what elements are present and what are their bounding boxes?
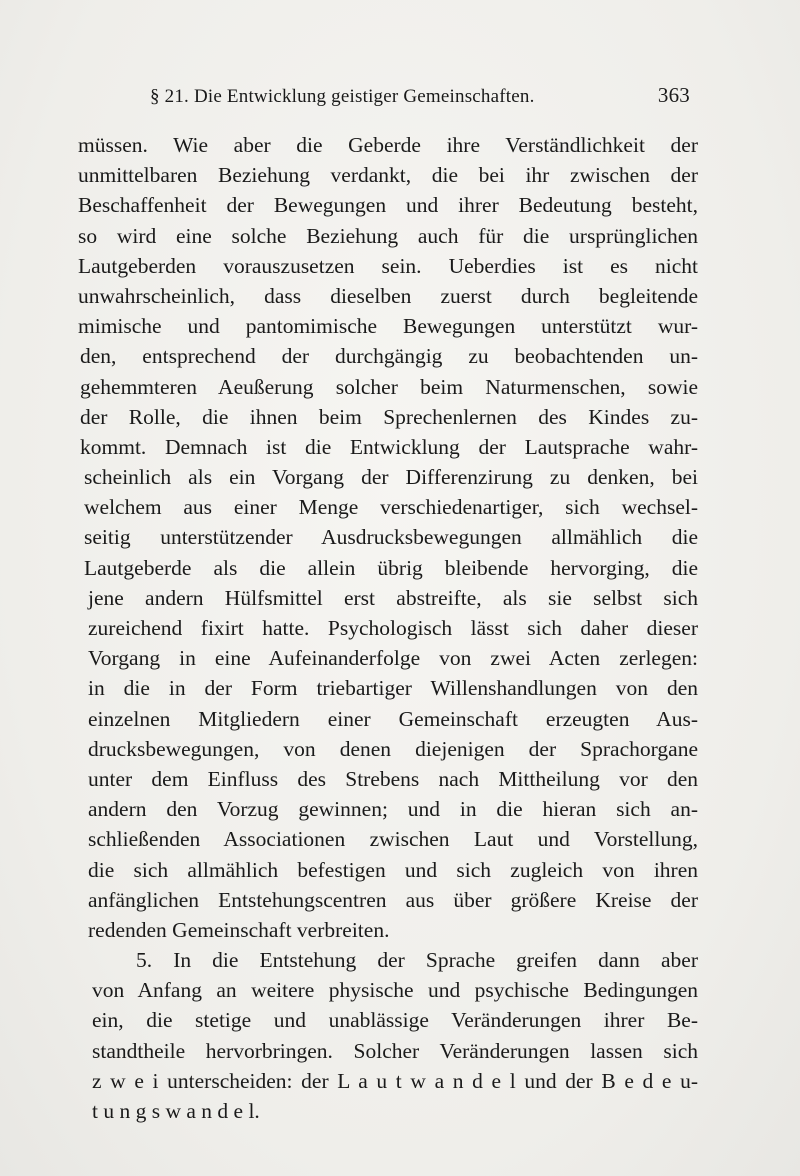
text-line: standtheile hervorbringen. Solcher Veränderungen lassen sich: [92, 1038, 698, 1063]
text-line: von Anfang an weitere physische und psychische Bedingungen: [92, 978, 698, 1003]
text-line: scheinlich als ein Vorgang der Differenzirung zu denken, bei: [84, 465, 698, 490]
text-line: unter dem Einfluss des Strebens nach Mittheilung vor den: [88, 766, 698, 791]
text-line: Lautgeberde als die allein übrig bleibende hervorging, die: [84, 555, 698, 580]
running-header: [150, 83, 690, 112]
text-line: redenden Gemeinschaft verbreiten.: [88, 917, 390, 942]
text-line: unmittelbaren Beziehung verdankt, die bei ihr zwischen der: [78, 163, 698, 188]
page-number: 363: [657, 83, 690, 107]
text-line: andern den Vorzug gewinnen; und in die hieran sich an-: [88, 797, 698, 822]
text-line: Vorgang in eine Aufeinanderfolge von zwei Acten zerlegen:: [88, 646, 698, 671]
text-line: seitig unterstützender Ausdrucksbewegungen allmählich die: [84, 525, 698, 550]
text-line: Beschaffenheit der Bewegungen und ihrer Bedeutung besteht,: [78, 193, 698, 218]
text-line: t u n g s w a n d e l.: [92, 1099, 260, 1123]
text-line: drucksbewegungen, von denen diejenigen der Sprachorgane: [88, 736, 698, 761]
text-line: zureichend fixirt hatte. Psychologisch lässt sich daher dieser: [88, 616, 698, 640]
section-title: § 21. Die Entwicklung geistiger Gemeinschaften.: [150, 86, 535, 107]
text-line: gehemmteren Aeußerung solcher beim Naturmenschen, sowie: [80, 374, 698, 399]
text-line: die sich allmählich befestigen und sich zugleich von ihren: [88, 857, 698, 882]
text-line: welchem aus einer Menge verschiedenartiger, sich wechsel-: [84, 495, 698, 520]
text-line: Lautgeberden vorauszusetzen sein. Ueberdies ist es nicht: [78, 253, 698, 278]
text-line: in die in der Form triebartiger Willenshandlungen von den: [88, 676, 698, 701]
text-line: der Rolle, die ihnen beim Sprechenlernen des Kindes zu-: [80, 404, 698, 429]
text-line: so wird eine solche Beziehung auch für die ursprünglichen: [78, 223, 698, 248]
text-line: einzelnen Mitgliedern einer Gemeinschaft erzeugten Aus-: [88, 706, 698, 731]
paragraph-start-line: 5. In die Entstehung der Sprache greifen dann aber: [136, 948, 698, 973]
text-line: kommt. Demnach ist die Entwicklung der Lautsprache wahr-: [80, 434, 698, 459]
text-line: müssen. Wie aber die Geberde ihre Verständlichkeit der: [78, 133, 698, 157]
text-line: ein, die stetige und unablässige Veränderungen ihrer Be-: [92, 1008, 698, 1033]
text-line: jene andern Hülfsmittel erst abstreifte, als sie selbst sich: [88, 585, 698, 610]
text-line: z w e i unterscheiden: der L a u t w a n d e l und der B e d e u-: [92, 1068, 698, 1093]
text-line: den, entsprechend der durchgängig zu beobachtenden un-: [80, 344, 698, 369]
text-line: mimische und pantomimische Bewegungen unterstützt wur-: [78, 314, 698, 339]
text-line: schließenden Associationen zwischen Laut und Vorstellung,: [88, 827, 698, 852]
text-line: anfänglichen Entstehungscentren aus über größere Kreise der: [88, 887, 698, 912]
body-text: [78, 130, 698, 1126]
text-line: unwahrscheinlich, dass dieselben zuerst durch begleitende: [78, 283, 698, 308]
